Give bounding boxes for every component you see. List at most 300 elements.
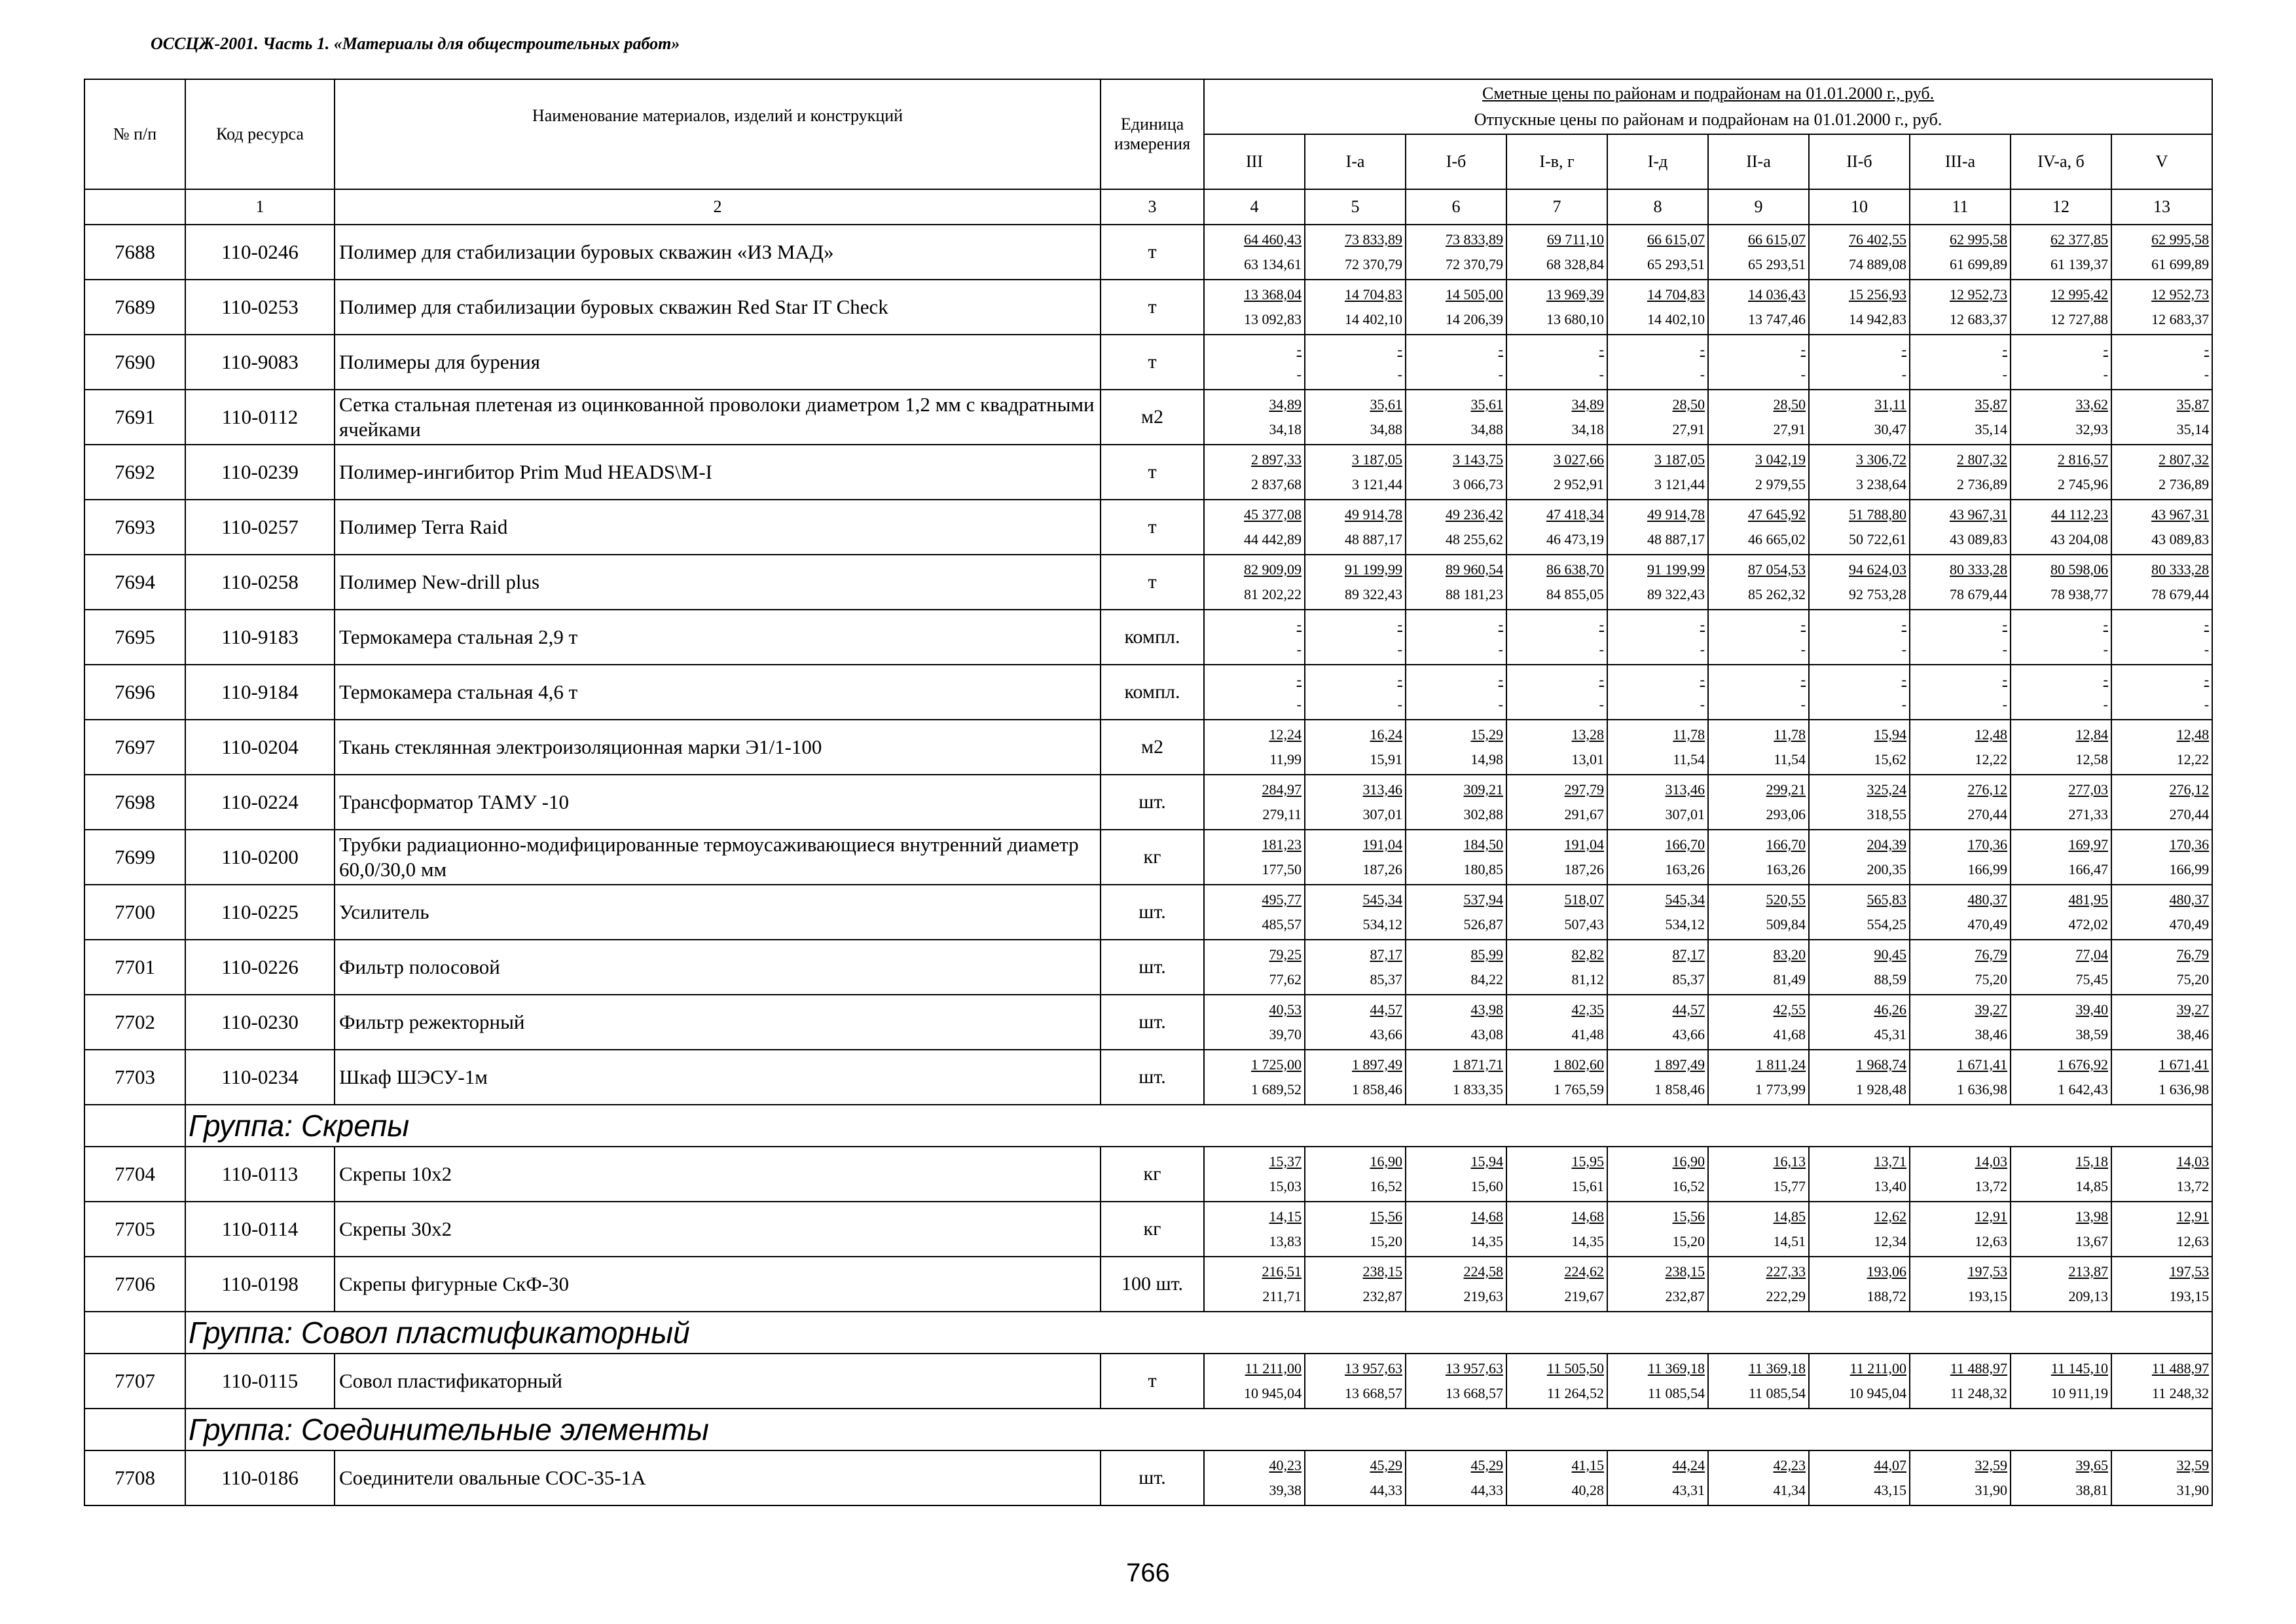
- price-cell: [2111, 1257, 2212, 1312]
- release-price: 34,18: [1571, 421, 1604, 437]
- price-cell: [1305, 1147, 1406, 1202]
- price-cell: [1607, 885, 1708, 940]
- release-price: 43,08: [1470, 1026, 1503, 1043]
- release-price: -: [1397, 641, 1402, 657]
- estimate-price: 11,78: [1673, 726, 1705, 743]
- estimate-price: 45 377,08: [1244, 506, 1302, 523]
- col-number: 2: [335, 189, 1101, 225]
- price-cell: [1910, 280, 2011, 335]
- release-price: -: [1498, 696, 1503, 712]
- release-price: 14,85: [2075, 1178, 2108, 1194]
- unit-of-measure: кг: [1101, 1147, 1204, 1202]
- release-price: 1 773,99: [1755, 1081, 1806, 1098]
- estimate-price: 31,11: [1874, 396, 1906, 413]
- price-cell: [1708, 885, 1809, 940]
- price-cell: [1204, 830, 1305, 885]
- estimate-price: 49 914,78: [1647, 506, 1705, 523]
- release-price: 15,61: [1571, 1178, 1604, 1194]
- resource-code: 110-9083: [185, 335, 335, 390]
- estimate-price: 87,17: [1370, 946, 1402, 963]
- release-price: 15,77: [1773, 1178, 1806, 1194]
- estimate-price: -: [1901, 671, 1906, 688]
- material-name: Трубки радиационно-модифицированные термоусаживающиеся внутренний диаметр 60,0/30,0 мм: [335, 830, 1101, 885]
- release-price: 75,45: [2075, 971, 2108, 987]
- group-title: Группа: Соединительные элементы: [185, 1409, 2212, 1450]
- price-cell: [1204, 720, 1305, 775]
- estimate-price: 276,12: [2169, 781, 2210, 798]
- estimate-price: -: [1700, 671, 1705, 688]
- price-cell: [2111, 335, 2212, 390]
- price-cell: [1204, 775, 1305, 830]
- release-price: 3 238,64: [1856, 476, 1906, 492]
- release-price: 16,52: [1370, 1178, 1402, 1194]
- release-price: 63 134,61: [1244, 256, 1302, 272]
- release-price: 35,14: [1975, 421, 2007, 437]
- estimate-price: 34,89: [1571, 396, 1604, 413]
- release-price: 163,26: [1766, 861, 1806, 877]
- price-cell: [2011, 1450, 2111, 1505]
- table-row: [84, 1202, 2212, 1257]
- release-price: 11,54: [1673, 751, 1705, 767]
- estimate-price: 184,50: [1463, 836, 1503, 853]
- estimate-price: 16,13: [1773, 1153, 1806, 1170]
- price-cell: [1305, 830, 1406, 885]
- estimate-price: 14,03: [2176, 1153, 2210, 1170]
- price-cell: [1305, 335, 1406, 390]
- price-cell: [1910, 500, 2011, 555]
- price-cell: [1809, 280, 1910, 335]
- resource-code: 110-0224: [185, 775, 335, 830]
- row-number: 7707: [84, 1354, 185, 1409]
- price-cell: [1708, 225, 1809, 280]
- estimate-price: 51 788,80: [1849, 506, 1906, 523]
- price-cell: [1809, 610, 1910, 665]
- resource-code: 110-0257: [185, 500, 335, 555]
- release-price: 163,26: [1665, 861, 1705, 877]
- estimate-price: 90,45: [1874, 946, 1906, 963]
- estimate-price: -: [2002, 671, 2007, 688]
- release-price: -: [1700, 696, 1705, 712]
- estimate-price: -: [1397, 341, 1402, 358]
- resource-code: 110-0200: [185, 830, 335, 885]
- release-price: 43 089,83: [1950, 531, 2007, 547]
- row-number: 7705: [84, 1202, 185, 1257]
- release-price: -: [1800, 366, 1806, 382]
- release-price: -: [2204, 366, 2210, 382]
- estimate-price: 169,97: [2068, 836, 2108, 853]
- price-cell: [2111, 445, 2212, 500]
- release-price: 14 402,10: [1345, 311, 1402, 327]
- release-price: 1 858,46: [1654, 1081, 1705, 1098]
- table-row: [84, 1354, 2212, 1409]
- release-price: 2 837,68: [1251, 476, 1302, 492]
- estimate-price: 1 968,74: [1856, 1056, 1906, 1073]
- unit-of-measure: т: [1101, 225, 1204, 280]
- release-price: 485,57: [1262, 916, 1302, 932]
- release-price: 534,12: [1362, 916, 1402, 932]
- release-price: -: [1800, 641, 1806, 657]
- estimate-price: 11 488,97: [2151, 1360, 2210, 1376]
- price-cell: [1607, 335, 1708, 390]
- group-spacer: [84, 1105, 185, 1147]
- release-price: 187,26: [1564, 861, 1604, 877]
- estimate-price: 309,21: [1463, 781, 1503, 798]
- estimate-price: 15,56: [1672, 1208, 1705, 1225]
- release-price: 12,63: [2176, 1233, 2210, 1249]
- estimate-price: 44 112,23: [2050, 506, 2108, 523]
- price-cell: [1305, 1354, 1406, 1409]
- estimate-price: -: [1498, 671, 1503, 688]
- price-cell: [1809, 1050, 1910, 1105]
- price-cell: [1406, 1354, 1506, 1409]
- price-cell: [1910, 720, 2011, 775]
- release-price: 48 255,62: [1446, 531, 1503, 547]
- estimate-price: 1 671,41: [2159, 1056, 2210, 1073]
- price-cell: [2011, 720, 2111, 775]
- release-price: -: [1599, 641, 1604, 657]
- col-number: 7: [1506, 189, 1607, 225]
- release-price: 81,49: [1773, 971, 1806, 987]
- price-cell: [1305, 665, 1406, 720]
- release-price: 14,98: [1470, 751, 1503, 767]
- price-cell: [1809, 665, 1910, 720]
- estimate-price: 216,51: [1262, 1263, 1302, 1280]
- estimate-price: 12,84: [2075, 726, 2108, 743]
- release-price: 68 328,84: [1546, 256, 1604, 272]
- release-price: 65 293,51: [1748, 256, 1806, 272]
- price-cell: [1506, 1450, 1607, 1505]
- col-number: 10: [1809, 189, 1910, 225]
- release-price: 11 085,54: [1748, 1385, 1806, 1401]
- release-price: 180,85: [1463, 861, 1503, 877]
- release-price: 81 202,22: [1244, 586, 1302, 602]
- price-cell: [1406, 225, 1506, 280]
- table-row: [84, 775, 2212, 830]
- price-cell: [2011, 830, 2111, 885]
- release-price: 14,35: [1571, 1233, 1604, 1249]
- price-cell: [1809, 940, 1910, 995]
- price-cell: [1607, 1354, 1708, 1409]
- estimate-price: 15,18: [2075, 1153, 2108, 1170]
- release-price: 166,47: [2068, 861, 2108, 877]
- release-price: -: [2204, 641, 2210, 657]
- release-price: -: [2103, 641, 2108, 657]
- release-price: 2 736,89: [1957, 476, 2007, 492]
- price-cell: [1406, 1257, 1506, 1312]
- price-cell: [1506, 610, 1607, 665]
- group-title: Группа: Совол пластификаторный: [185, 1312, 2212, 1354]
- price-cell: [1607, 665, 1708, 720]
- estimate-price: 16,24: [1370, 726, 1402, 743]
- estimate-price: 62 377,85: [2050, 231, 2108, 248]
- row-number: 7699: [84, 830, 185, 885]
- release-price: 34,88: [1470, 421, 1503, 437]
- price-cell: [1809, 555, 1910, 610]
- col-number: 1: [185, 189, 335, 225]
- row-number: 7703: [84, 1050, 185, 1105]
- release-price: 38,81: [2075, 1482, 2108, 1498]
- price-cell: [1607, 225, 1708, 280]
- price-cell: [2111, 775, 2212, 830]
- release-price: -: [2103, 696, 2108, 712]
- estimate-price: 79,25: [1269, 946, 1302, 963]
- row-number: 7702: [84, 995, 185, 1050]
- estimate-price: 3 042,19: [1755, 451, 1806, 468]
- unit-of-measure: т: [1101, 445, 1204, 500]
- release-price: 43,66: [1370, 1026, 1402, 1043]
- price-cell: [1607, 1257, 1708, 1312]
- estimate-price: 11 488,97: [1950, 1360, 2007, 1376]
- release-price: 46 473,19: [1546, 531, 1604, 547]
- price-cell: [1607, 830, 1708, 885]
- material-name: Термокамера стальная 2,9 т: [335, 610, 1101, 665]
- region-header: III: [1204, 134, 1305, 189]
- release-price: 270,44: [2169, 806, 2210, 822]
- release-price: 88,59: [1874, 971, 1906, 987]
- estimate-price: 76,79: [2176, 946, 2210, 963]
- group-row: [84, 1409, 2212, 1450]
- table-row: [84, 280, 2212, 335]
- release-price: 77,62: [1269, 971, 1302, 987]
- row-number: 7688: [84, 225, 185, 280]
- group-title: Группа: Скрепы: [185, 1105, 2212, 1147]
- prices-header-line2: Отпускные цены по районам и подрайонам на 01.01.2000 г., руб.: [1474, 110, 1942, 129]
- price-cell: [1910, 555, 2011, 610]
- release-price: 15,20: [1370, 1233, 1402, 1249]
- table-row: [84, 335, 2212, 390]
- row-number: 7700: [84, 885, 185, 940]
- price-cell: [1809, 390, 1910, 445]
- estimate-price: -: [1296, 616, 1302, 633]
- estimate-price: 276,12: [1967, 781, 2007, 798]
- estimate-price: -: [2103, 671, 2108, 688]
- region-header: V: [2111, 134, 2212, 189]
- price-cell: [1910, 885, 2011, 940]
- release-price: 41,48: [1571, 1026, 1604, 1043]
- price-cell: [1204, 1354, 1305, 1409]
- price-cell: [1506, 500, 1607, 555]
- price-cell: [2011, 1257, 2111, 1312]
- price-cell: [1708, 1050, 1809, 1105]
- resource-code: 110-0186: [185, 1450, 335, 1505]
- release-price: 222,29: [1766, 1288, 1806, 1304]
- table-row: [84, 610, 2212, 665]
- price-cell: [1708, 1147, 1809, 1202]
- estimate-price: 299,21: [1766, 781, 1806, 798]
- estimate-price: -: [1901, 616, 1906, 633]
- price-cell: [1607, 280, 1708, 335]
- estimate-price: 28,50: [1672, 396, 1705, 413]
- release-price: 27,91: [1672, 421, 1705, 437]
- price-cell: [1506, 720, 1607, 775]
- release-price: 16,52: [1672, 1178, 1705, 1194]
- price-cell: [2011, 610, 2111, 665]
- release-price: 1 833,35: [1453, 1081, 1503, 1098]
- table-row: [84, 390, 2212, 445]
- release-price: 526,87: [1463, 916, 1503, 932]
- release-price: 270,44: [1967, 806, 2007, 822]
- estimate-price: 12 952,73: [1950, 286, 2007, 303]
- price-cell: [1305, 995, 1406, 1050]
- release-price: 507,43: [1564, 916, 1604, 932]
- table-row: [84, 1450, 2212, 1505]
- estimate-price: -: [1296, 671, 1302, 688]
- price-cell: [1204, 995, 1305, 1050]
- unit-of-measure: т: [1101, 1354, 1204, 1409]
- price-cell: [1204, 1202, 1305, 1257]
- estimate-price: 170,36: [2169, 836, 2210, 853]
- region-header: II-а: [1708, 134, 1809, 189]
- release-price: 44,33: [1470, 1482, 1503, 1498]
- price-cell: [1204, 885, 1305, 940]
- estimate-price: 14,15: [1269, 1208, 1302, 1225]
- estimate-price: -: [1599, 671, 1604, 688]
- price-cell: [2011, 555, 2111, 610]
- estimate-price: 14 704,83: [1647, 286, 1705, 303]
- estimate-price: 15,94: [1470, 1153, 1503, 1170]
- region-header: I-а: [1305, 134, 1406, 189]
- release-price: 302,88: [1463, 806, 1503, 822]
- col-number: 3: [1101, 189, 1204, 225]
- estimate-price: 43 967,31: [1950, 506, 2007, 523]
- row-number: 7701: [84, 940, 185, 995]
- release-price: -: [1700, 366, 1705, 382]
- estimate-price: 1 897,49: [1654, 1056, 1705, 1073]
- estimate-price: -: [1599, 616, 1604, 633]
- release-price: 11 248,32: [1950, 1385, 2007, 1401]
- release-price: 78 938,77: [2050, 586, 2108, 602]
- col-header-no: № п/п: [84, 79, 185, 189]
- estimate-price: 313,46: [1665, 781, 1705, 798]
- release-price: 12 683,37: [2151, 311, 2210, 327]
- release-price: 232,87: [1362, 1288, 1402, 1304]
- price-cell: [1506, 665, 1607, 720]
- table-row: [84, 885, 2212, 940]
- release-price: 15,20: [1672, 1233, 1705, 1249]
- price-cell: [1305, 555, 1406, 610]
- price-cell: [1204, 555, 1305, 610]
- price-cell: [1406, 555, 1506, 610]
- estimate-price: 11 211,00: [1850, 1360, 1906, 1376]
- estimate-price: 12,91: [1975, 1208, 2007, 1225]
- price-cell: [2011, 225, 2111, 280]
- release-price: 65 293,51: [1647, 256, 1705, 272]
- estimate-price: 82,82: [1571, 946, 1604, 963]
- estimate-price: -: [2002, 616, 2007, 633]
- estimate-price: 13 368,04: [1244, 286, 1302, 303]
- release-price: 12,63: [1975, 1233, 2007, 1249]
- price-cell: [1406, 995, 1506, 1050]
- estimate-price: -: [1800, 616, 1806, 633]
- estimate-price: 2 807,32: [2159, 451, 2210, 468]
- estimate-price: 518,07: [1564, 891, 1604, 908]
- release-price: 177,50: [1262, 861, 1302, 877]
- estimate-price: 1 671,41: [1957, 1056, 2007, 1073]
- table-row: [84, 1050, 2212, 1105]
- resource-code: 110-0198: [185, 1257, 335, 1312]
- release-price: 14,51: [1773, 1233, 1806, 1249]
- price-cell: [2011, 335, 2111, 390]
- resource-code: 110-0258: [185, 555, 335, 610]
- release-price: 219,63: [1463, 1288, 1503, 1304]
- price-cell: [1204, 1050, 1305, 1105]
- col-header-name: Наименование материалов, изделий и конструкций: [335, 79, 1101, 189]
- price-cell: [2111, 1050, 2212, 1105]
- price-cell: [1506, 280, 1607, 335]
- price-cell: [1305, 1050, 1406, 1105]
- release-price: 554,25: [1867, 916, 1906, 932]
- estimate-price: 3 306,72: [1856, 451, 1906, 468]
- estimate-price: 85,99: [1470, 946, 1503, 963]
- row-number: 7695: [84, 610, 185, 665]
- unit-of-measure: т: [1101, 555, 1204, 610]
- estimate-price: 35,87: [1975, 396, 2007, 413]
- estimate-price: 12 995,42: [2050, 286, 2108, 303]
- release-price: 14,35: [1470, 1233, 1503, 1249]
- row-number: 7704: [84, 1147, 185, 1202]
- estimate-price: 14 704,83: [1345, 286, 1402, 303]
- release-price: 271,33: [2068, 806, 2108, 822]
- resource-code: 110-0226: [185, 940, 335, 995]
- release-price: 89 322,43: [1647, 586, 1705, 602]
- estimate-price: 69 711,10: [1546, 231, 1604, 248]
- release-price: 15,91: [1370, 751, 1402, 767]
- table-row: [84, 665, 2212, 720]
- row-number: 7692: [84, 445, 185, 500]
- release-price: 279,11: [1262, 806, 1302, 822]
- row-number: 7698: [84, 775, 185, 830]
- price-cell: [2011, 1050, 2111, 1105]
- estimate-price: -: [2204, 671, 2210, 688]
- price-cell: [1406, 445, 1506, 500]
- release-price: 78 679,44: [2151, 586, 2210, 602]
- col-number: 12: [2011, 189, 2111, 225]
- price-cell: [2111, 555, 2212, 610]
- release-price: 166,99: [1967, 861, 2007, 877]
- price-cell: [1809, 1450, 1910, 1505]
- price-cell: [1607, 390, 1708, 445]
- row-number: 7696: [84, 665, 185, 720]
- estimate-price: 213,87: [2068, 1263, 2108, 1280]
- release-price: 34,88: [1370, 421, 1402, 437]
- price-cell: [1607, 1050, 1708, 1105]
- estimate-price: 1 676,92: [2058, 1056, 2108, 1073]
- estimate-price: 15,95: [1571, 1153, 1604, 1170]
- release-price: -: [1901, 696, 1906, 712]
- price-cell: [2111, 1147, 2212, 1202]
- material-name: Сетка стальная плетеная из оцинкованной проволоки диаметром 1,2 мм с квадратными ячейками: [335, 390, 1101, 445]
- estimate-price: 91 199,99: [1345, 561, 1402, 578]
- unit-of-measure: шт.: [1101, 1450, 1204, 1505]
- release-price: 2 979,55: [1755, 476, 1806, 492]
- estimate-price: 41,15: [1571, 1457, 1604, 1473]
- price-cell: [1708, 995, 1809, 1050]
- price-cell: [1607, 775, 1708, 830]
- price-cell: [2011, 1354, 2111, 1409]
- price-cell: [1406, 280, 1506, 335]
- release-price: 219,67: [1564, 1288, 1604, 1304]
- estimate-price: 227,33: [1766, 1263, 1806, 1280]
- resource-code: 110-0253: [185, 280, 335, 335]
- price-cell: [1506, 225, 1607, 280]
- release-price: 84 855,05: [1546, 586, 1604, 602]
- estimate-price: 39,40: [2075, 1001, 2108, 1018]
- estimate-price: 80 333,28: [2151, 561, 2210, 578]
- col-header-unit: Единица измерения: [1101, 79, 1204, 189]
- material-name: Полимер New-drill plus: [335, 555, 1101, 610]
- estimate-price: 39,27: [1975, 1001, 2007, 1018]
- estimate-price: 44,07: [1874, 1457, 1906, 1473]
